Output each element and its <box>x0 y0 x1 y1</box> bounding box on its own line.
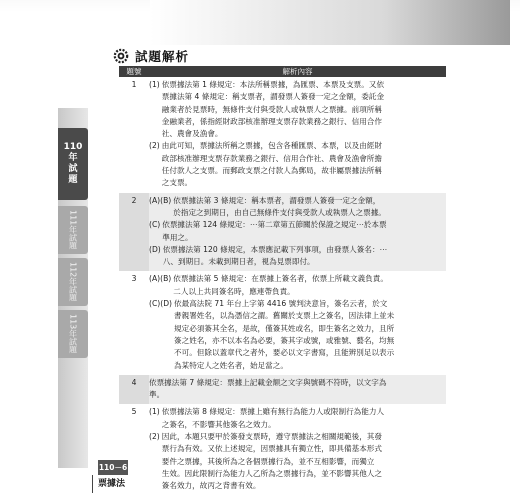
text-line: 於指定之到期日，由自己無條件支付與受款人或執票人之票據。 <box>173 207 386 217</box>
text-line: 因此，本題只要甲於簽發支票時，遵守票據法之相關規範後，其發 <box>161 432 382 442</box>
table-header <box>119 66 446 77</box>
analysis-item <box>149 377 446 402</box>
item-text <box>173 195 446 220</box>
analysis-body <box>149 77 446 193</box>
tab-110-char: 題 <box>68 175 78 185</box>
item-label: (1) <box>149 407 160 417</box>
header-question-number: 題號 <box>126 67 142 76</box>
text-line: 生效。因此限制行為能力人乙所為之票據行為，並不影響其他人之 <box>161 468 382 478</box>
header-analysis-content: 解析內容 <box>282 67 313 76</box>
analysis-item <box>149 79 446 140</box>
text-line: 二人以上共同簽名時，應連帶負責。 <box>173 286 295 296</box>
text-line: 書親署姓名，以為憑信之謂。舊關於支票上之簽名，因法律上並未 <box>174 311 395 321</box>
item-text <box>173 273 446 298</box>
item-text <box>162 140 446 189</box>
text-line: 依最高法院 71 年台上字第 4416 號判決意旨，簽名云者，於文 <box>174 299 388 309</box>
text-line: 票據法第 4 條規定：稱支票者，謂發票人簽發一定之金額，委託金 <box>161 92 385 102</box>
item-label: (C) <box>149 220 161 230</box>
tab-110[interactable] <box>58 128 88 200</box>
analysis-body <box>149 193 446 272</box>
text-line: 不可。但除以蓋章代之者外，要必以文字書寫，且能辨別足以表示 <box>174 348 395 358</box>
item-text <box>162 406 446 431</box>
item-text <box>162 431 446 492</box>
tab-110-char: 試 <box>68 164 78 174</box>
item-text <box>162 79 446 140</box>
text-line: 準。 <box>149 390 165 400</box>
gear-icon <box>113 48 129 64</box>
table-row <box>119 77 446 193</box>
text-line: 依票據法第 7 條規定：票據上記載金額之文字與號碼不符時，以文字為 <box>149 377 387 387</box>
analysis-item <box>149 219 446 244</box>
analysis-body <box>149 271 446 374</box>
item-label: (C)(D) <box>149 299 173 309</box>
text-line: 規定必須簽其全名，是故，僅簽其姓或名，即生簽名之效力，且所 <box>174 323 395 333</box>
footer-rule <box>92 475 93 493</box>
text-line: 之支票。 <box>161 178 193 188</box>
analysis-item <box>149 431 446 492</box>
text-line: 之簽名，不影響其他簽名之效力。 <box>161 419 276 429</box>
table-row <box>119 271 446 374</box>
question-number: 1 <box>131 80 137 89</box>
tab-113[interactable] <box>58 310 88 358</box>
tab-label: 113年試題 <box>68 314 78 354</box>
table-row <box>119 404 446 495</box>
item-label: (1) <box>149 80 160 89</box>
question-number: 2 <box>119 193 149 272</box>
tab-110-char: 年 <box>68 153 78 163</box>
text-line: 融業者於見票時，無條件支付與受款人或執票人之票據。前項所稱 <box>161 104 382 114</box>
item-label: (A)(B) <box>149 274 172 284</box>
text-line: 依票據法第 8 條規定：票據上雖有無行為能力人或限制行為能力人 <box>161 407 385 417</box>
text-line: 依票據法第 120 條規定，本票應記載下列事項，由發票人簽名：⋯ <box>162 244 388 254</box>
question-number: 3 <box>131 274 137 284</box>
question-number: 5 <box>131 407 137 417</box>
table-row <box>119 375 446 405</box>
text-line: 金融業者，係指經財政部核准辦理支票存款業務之銀行、信用合作 <box>161 116 382 126</box>
analysis-item <box>149 140 446 189</box>
tab-112[interactable] <box>58 258 88 306</box>
text-line: 準用之。 <box>162 232 193 242</box>
text-line: 依票據法第 124 條規定：⋯第二章第五節關於保證之規定⋯於本票 <box>162 220 387 230</box>
tab-111[interactable] <box>58 206 88 254</box>
analysis-item <box>149 273 446 298</box>
table-row <box>119 193 446 272</box>
item-label: (D) <box>149 244 161 254</box>
analysis-item <box>149 406 446 431</box>
text-line: 為某特定人之姓名者，始足當之。 <box>174 360 288 370</box>
tab-110-char: 110 <box>63 142 83 152</box>
text-line: 政部核准辦理支票存款業務之銀行、信用合作社、農會及漁會所擔 <box>161 153 382 163</box>
analysis-table <box>119 66 446 496</box>
text-line: 依票據法第 3 條規定：稱本票者，謂發票人簽發一定之金額， <box>173 195 381 205</box>
item-label: (A)(B) <box>149 195 172 205</box>
text-line: 依票據法第 1 條規定：本法所稱票據，為匯票、本票及支票。又依 <box>161 80 385 89</box>
item-text <box>163 244 446 269</box>
text-line: 票行為有效。又依上述規定，因票據具有獨立性，即具備基本形式 <box>161 444 382 454</box>
text-line: 由此可知，票據法所稱之票據，包含各種匯票、本票，以及由經財 <box>161 141 382 151</box>
item-text <box>162 219 446 244</box>
text-line: 簽之姓名，亦不以本名為必要，簽其字或號，或雅號、藝名，均無 <box>174 335 395 345</box>
text-line: 依票據法第 5 條規定：在票據上簽名者，依票上所載文義負責。 <box>173 274 388 284</box>
text-line: 簽名效力，故丙之背書有效。 <box>161 481 261 491</box>
page-number: 110－6 <box>98 460 128 475</box>
item-text <box>149 377 446 402</box>
book-label: 票據法 <box>98 479 126 489</box>
analysis-body <box>149 404 446 495</box>
table-body <box>119 77 446 496</box>
item-label: (2) <box>149 141 160 151</box>
tab-label: 111年試題 <box>68 210 78 250</box>
text-line: 要件之票據，其後所為之各個票據行為，並不互相影響，而獨立 <box>161 456 375 466</box>
item-text <box>174 298 446 372</box>
analysis-item <box>149 298 446 372</box>
analysis-item <box>149 244 446 269</box>
section-heading <box>113 47 189 65</box>
text-line: 社、農會及漁會。 <box>161 129 223 139</box>
section-title: 試題解析 <box>135 49 190 64</box>
text-line: 八、到期日。未載到期日者，視為見票即付。 <box>162 257 315 267</box>
question-number: 4 <box>119 375 149 405</box>
analysis-body <box>149 375 446 405</box>
header-band <box>150 0 510 45</box>
analysis-item <box>149 195 446 220</box>
tab-label: 112年試題 <box>68 262 78 302</box>
text-line: 任付款人之支票。而郵政支票之付款人為郵局，故非屬票據法所稱 <box>161 166 382 176</box>
item-label: (2) <box>149 432 160 442</box>
